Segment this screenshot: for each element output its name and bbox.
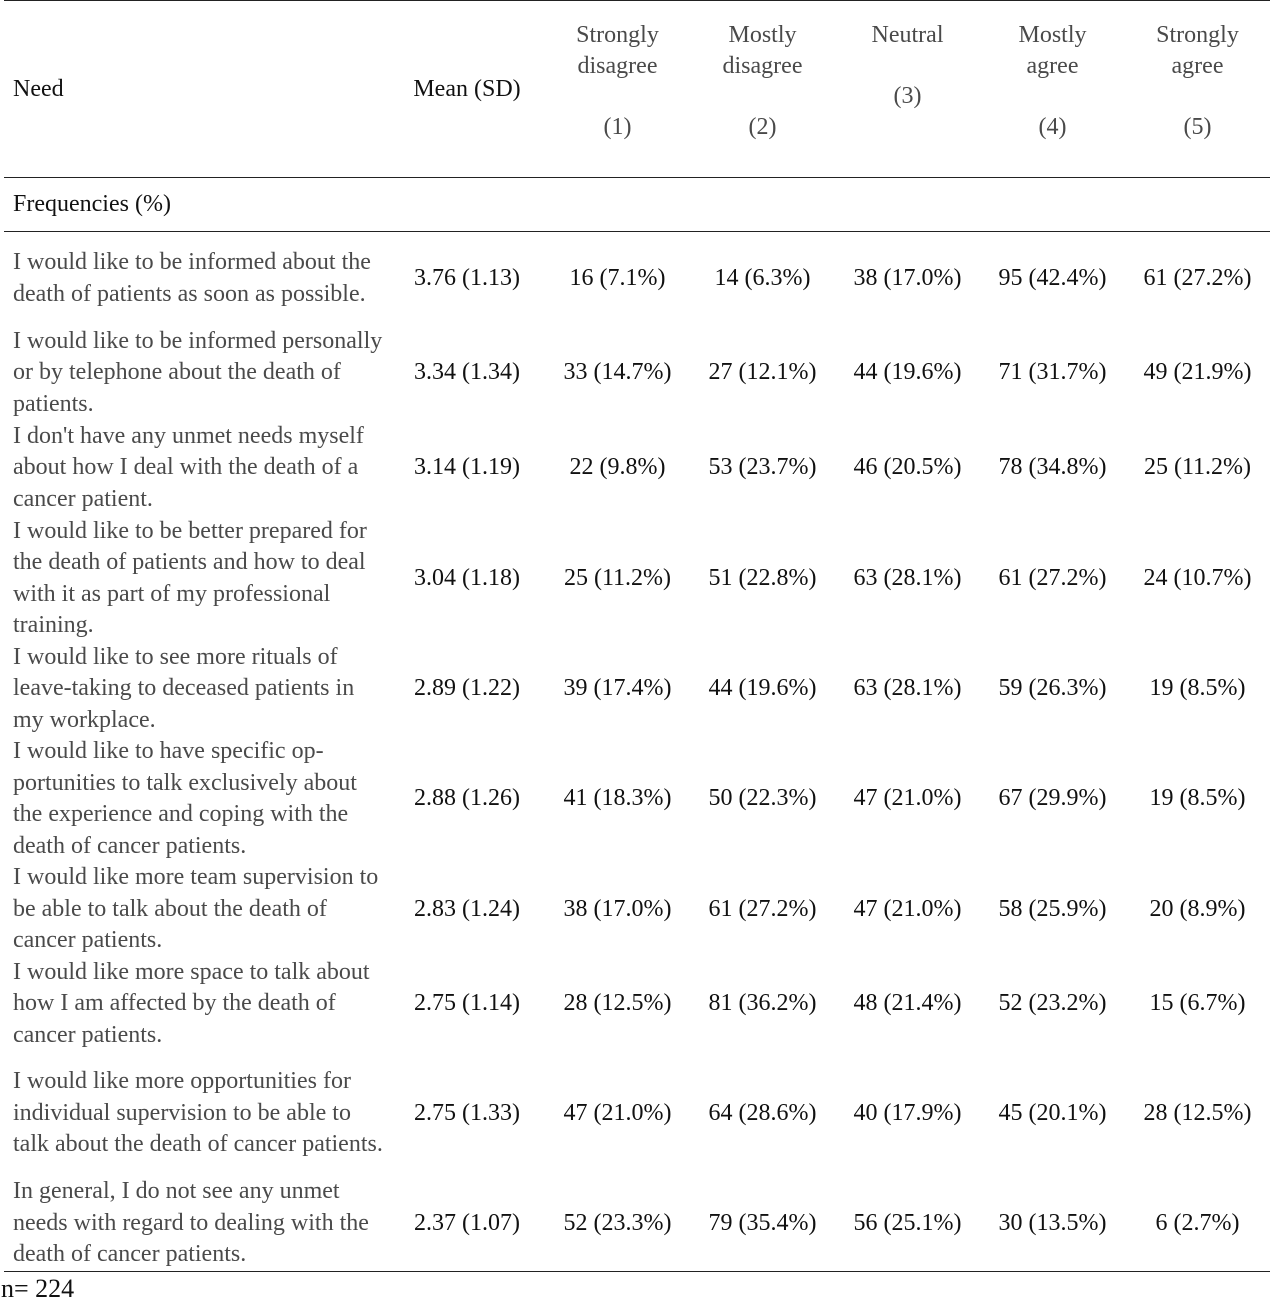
need-cell: I would like more opportunities for individual supervision to be able to talk about the death of cancer patients.	[13, 1068, 383, 1158]
table-row	[4, 642, 1270, 737]
frequency-cell-option-2: 14 (6.3%)	[714, 265, 811, 291]
frequency-cell-option-4: 78 (34.8%)	[998, 454, 1107, 481]
frequency-cell-option-3: 46 (20.5%)	[853, 454, 962, 481]
frequency-cell-option-4: 71 (31.7%)	[998, 359, 1107, 386]
frequency-cell-option-5: 24 (10.7%)	[1143, 564, 1252, 591]
needs-table-container	[1, 0, 1270, 1304]
frequency-cell-option-4: 30 (13.5%)	[980, 1176, 1125, 1271]
mean-sd-cell: 3.14 (1.19)	[414, 454, 520, 481]
frequency-cell-option-4: 52 (23.2%)	[998, 990, 1107, 1016]
mean-sd-cell: 3.76 (1.13)	[414, 265, 520, 291]
table-row	[4, 736, 1270, 862]
header-option-3	[835, 1, 980, 178]
header-option-4-line2: agree	[1026, 53, 1079, 79]
frequency-cell-option-1: 25 (11.2%)	[563, 564, 672, 591]
frequency-cell-option-2: 64 (28.6%)	[708, 1099, 817, 1126]
header-option-1	[545, 1, 690, 178]
frequency-cell-option-4: 67 (29.9%)	[998, 785, 1107, 812]
section-label: Frequencies (%)	[4, 178, 1270, 232]
header-option-5-line2: agree	[1171, 53, 1224, 79]
frequency-cell-option-3: 38 (17.0%)	[853, 265, 962, 291]
frequency-cell-option-2: 27 (12.1%)	[708, 359, 817, 386]
frequency-cell-option-5: 19 (8.5%)	[1149, 675, 1246, 701]
frequency-cell-option-3: 56 (25.1%)	[835, 1176, 980, 1271]
frequency-cell-option-2: 61 (27.2%)	[708, 895, 817, 922]
mean-sd-cell: 3.04 (1.18)	[414, 564, 520, 591]
need-cell: I would like to be informed about the death of patients as soon as possible.	[13, 249, 371, 307]
frequency-cell-option-1: 22 (9.8%)	[569, 454, 666, 481]
header-option-2-line2: disagree	[722, 53, 803, 79]
header-option-5-code: (5)	[1183, 114, 1212, 140]
frequency-cell-option-1: 38 (17.0%)	[563, 895, 672, 922]
frequency-cell-option-1: 41 (18.3%)	[563, 785, 672, 812]
mean-sd-cell: 3.34 (1.34)	[414, 359, 520, 386]
frequency-cell-option-5: 6 (2.7%)	[1125, 1176, 1270, 1271]
need-cell: I would like to be informed personally or by telephone about the death of patients.	[13, 327, 383, 417]
table-row	[4, 1176, 1270, 1271]
table-row	[4, 326, 1270, 421]
need-cell: I would like more team supervision to be able to talk about the death of cancer patients.	[13, 864, 379, 953]
sample-size-note: n= 224	[1, 1273, 75, 1303]
frequency-cell-option-2: 44 (19.6%)	[708, 675, 817, 701]
frequency-cell-option-5: 25 (11.2%)	[1143, 454, 1252, 481]
frequency-cell-option-3: 63 (28.1%)	[853, 564, 962, 591]
need-cell: I would like more space to talk about how I am affected by the death of cancer patients.	[13, 958, 370, 1048]
mean-sd-cell: 2.88 (1.26)	[414, 785, 520, 812]
need-cell: I would like to have specific opportunities to talk exclusively about the experience and coping with the death of cancer patients.	[13, 738, 357, 859]
frequency-cell-option-5: 61 (27.2%)	[1143, 265, 1252, 291]
frequency-cell-option-2: 51 (22.8%)	[708, 564, 817, 591]
header-option-3-line1: Neutral	[871, 22, 944, 48]
mean-sd-cell: 2.89 (1.22)	[414, 675, 520, 701]
need-cell: I don't have any unmet needs myself about how I deal with the death of a cancer patient.	[13, 422, 364, 512]
header-option-1-code: (1)	[603, 114, 632, 140]
header-option-2	[690, 1, 835, 178]
frequency-cell-option-3: 44 (19.6%)	[853, 359, 962, 386]
frequency-cell-option-3: 47 (21.0%)	[853, 785, 962, 812]
mean-sd-cell: 2.75 (1.33)	[414, 1099, 520, 1126]
mean-sd-cell: 2.75 (1.14)	[414, 990, 520, 1016]
frequency-cell-option-5: 28 (12.5%)	[1143, 1099, 1252, 1126]
frequency-cell-option-3: 63 (28.1%)	[853, 675, 962, 701]
table-row	[4, 1051, 1270, 1176]
need-cell: In general, I do not see any unmet needs with regard to dealing with the death of cancer patients.	[4, 1176, 389, 1271]
header-option-5	[1125, 1, 1270, 178]
frequency-cell-option-2: 79 (35.4%)	[690, 1176, 835, 1271]
frequency-cell-option-4: 45 (20.1%)	[998, 1099, 1107, 1126]
frequency-cell-option-3: 48 (21.4%)	[853, 990, 962, 1016]
frequency-cell-option-1: 47 (21.0%)	[563, 1099, 672, 1126]
frequency-cell-option-2: 81 (36.2%)	[708, 990, 817, 1016]
header-option-4	[980, 1, 1125, 178]
table-row	[4, 421, 1270, 516]
needs-table	[4, 0, 1270, 1272]
frequency-cell-option-5: 15 (6.7%)	[1149, 990, 1246, 1016]
frequency-cell-option-3: 47 (21.0%)	[853, 895, 962, 922]
frequency-cell-option-2: 53 (23.7%)	[708, 454, 817, 481]
frequency-cell-option-5: 19 (8.5%)	[1149, 785, 1246, 812]
frequency-cell-option-3: 40 (17.9%)	[853, 1099, 962, 1126]
header-option-5-line1: Strongly	[1156, 22, 1239, 48]
need-cell: I would like to be better prepared for the death of patients and how to deal with it as part of my professional training.	[13, 517, 367, 638]
table-row	[4, 232, 1270, 326]
header-option-4-code: (4)	[1038, 114, 1067, 140]
frequency-cell-option-1: 28 (12.5%)	[563, 990, 672, 1016]
header-option-4-line1: Mostly	[1018, 22, 1087, 48]
table-row	[4, 516, 1270, 642]
header-need: Need	[4, 1, 389, 178]
table-row	[4, 957, 1270, 1052]
table-row	[4, 862, 1270, 957]
header-row	[4, 1, 1270, 178]
mean-sd-cell: 2.83 (1.24)	[414, 895, 520, 922]
frequency-cell-option-1: 39 (17.4%)	[563, 675, 672, 701]
header-mean-sd: Mean (SD)	[389, 1, 545, 178]
table-body	[4, 232, 1270, 1272]
frequency-cell-option-2: 50 (22.3%)	[708, 785, 817, 812]
frequency-cell-option-5: 49 (21.9%)	[1143, 359, 1252, 386]
header-option-1-line2: disagree	[577, 53, 658, 79]
frequency-cell-option-4: 95 (42.4%)	[998, 265, 1107, 291]
need-cell: I would like to see more rituals of leave-taking to deceased patients in my workplace.	[13, 643, 355, 733]
frequency-cell-option-5: 20 (8.9%)	[1149, 895, 1246, 922]
mean-sd-cell: 2.37 (1.07)	[389, 1176, 545, 1271]
section-label-row	[4, 178, 1270, 232]
frequency-cell-option-4: 59 (26.3%)	[998, 675, 1107, 701]
header-option-3-code: (3)	[893, 83, 922, 109]
frequency-cell-option-1: 16 (7.1%)	[569, 265, 666, 291]
header-option-2-code: (2)	[748, 114, 777, 140]
header-option-2-line1: Mostly	[728, 22, 797, 48]
frequency-cell-option-4: 58 (25.9%)	[998, 895, 1107, 922]
header-option-1-line1: Strongly	[576, 22, 659, 48]
frequency-cell-option-1: 33 (14.7%)	[563, 359, 672, 386]
frequency-cell-option-1: 52 (23.3%)	[545, 1176, 690, 1271]
frequency-cell-option-4: 61 (27.2%)	[998, 564, 1107, 591]
